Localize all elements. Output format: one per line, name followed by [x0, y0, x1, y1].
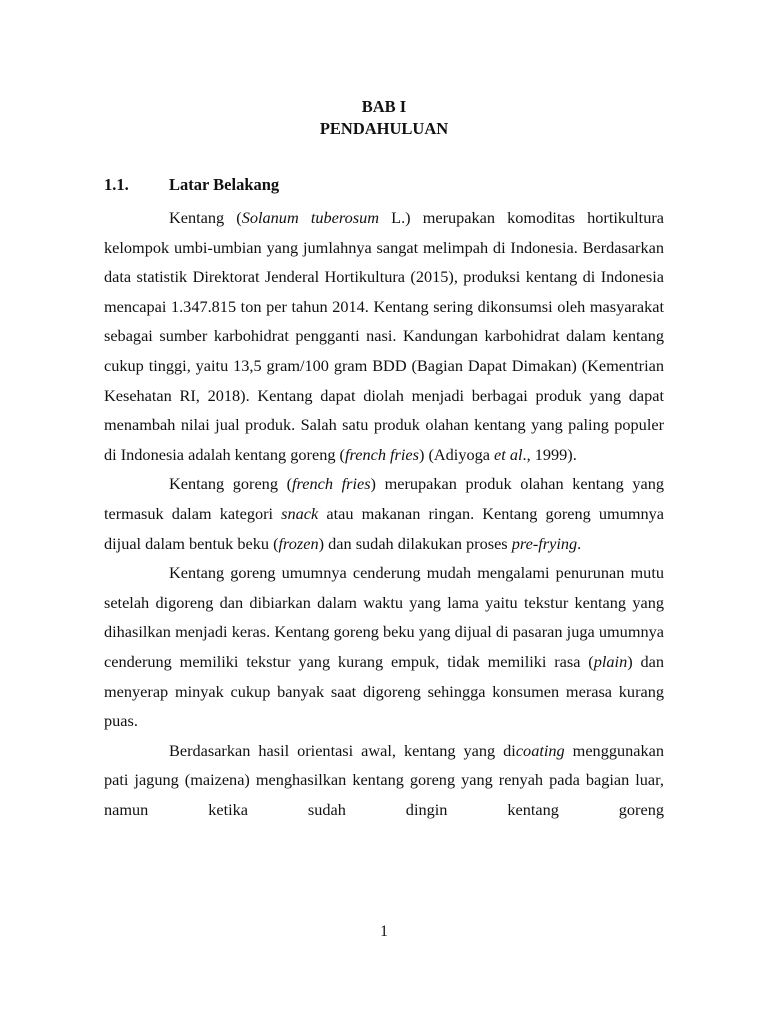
text-run: Kentang ( [169, 208, 242, 227]
text-run: ) (Adiyoga [418, 444, 495, 464]
text-run: Kentang goreng ( [169, 474, 292, 494]
text-run: ) merupakan produk olahan kentang yang termasuk dalam kategori [104, 474, 665, 523]
italic-run: et al [494, 444, 523, 464]
text-run: . [577, 533, 582, 553]
italic-run: frozen [278, 533, 319, 553]
paragraph-1 [104, 203, 664, 469]
paragraph-3 [104, 558, 664, 736]
page-number: 1 [380, 923, 388, 940]
italic-run: plain [593, 651, 628, 671]
paragraph-4 [104, 736, 664, 825]
text-run: Kentang goreng umumnya cenderung mudah mengalami penurunan mutu setelah digoreng dan dibiarkan dalam waktu yang lama yaitu tekstur kentang yang dihasilkan menjadi keras. Kentang goreng beku yang dijual di pasaran juga umumnya cenderung memiliki tekstur yang kurang empuk, tidak memiliki rasa ( [104, 563, 664, 671]
body-text [104, 203, 664, 824]
italic-run: french fries [344, 444, 419, 464]
chapter-number: BAB I [361, 97, 407, 116]
text-run: ., 1999). [522, 444, 577, 464]
italic-run: Solanum tuberosum [241, 208, 379, 227]
text-run: ) dan menyerap minyak cukup banyak saat digoreng sehingga konsumen merasa kurang puas. [104, 651, 664, 731]
section-number: 1.1. [104, 175, 129, 194]
section-heading [104, 174, 279, 196]
text-run: atau makanan ringan. Kentang goreng umumnya dijual dalam bentuk beku ( [104, 503, 665, 553]
text-run: ) dan sudah dilakukan proses [318, 533, 512, 553]
chapter-title: PENDAHULUAN [319, 119, 449, 138]
italic-run: french fries [292, 474, 371, 494]
text-run: Berdasarkan hasil orientasi awal, kentang yang di [169, 740, 516, 760]
paragraph-2 [104, 469, 664, 558]
italic-run: pre-frying [511, 533, 578, 553]
italic-run: snack [281, 503, 319, 523]
section-title: Latar Belakang [169, 175, 280, 194]
text-run: L.) merupakan komoditas hortikultura kelompok umbi-umbian yang jumlahnya sangat melimpah di Indonesia. Berdasarkan data statistik Direktorat Jenderal Hortikultura (2015), produksi kentang di Indonesia mencapai 1.347.815 ton per tahun 2014. Kentang sering dikonsumsi oleh masyarakat sebagai sumber karbohidrat pengganti nasi. Kandungan karbohidrat dalam kentang cukup tinggi, yaitu 13,5 gram/100 gram BDD (Bagian Dapat Dimakan) (Kementrian Kesehatan RI, 2018). Kentang dapat diolah menjadi berbagai produk yang dapat menambah nilai jual produk. Salah satu produk olahan kentang yang paling populer di Indonesia adalah kentang goreng ( [104, 208, 664, 464]
italic-run: coating [515, 740, 565, 760]
text-run: menggunakan pati jagung (maizena) menghasilkan kentang goreng yang renyah pada bagian luar, namun ketika sudah dingin kentang goreng [104, 740, 664, 819]
